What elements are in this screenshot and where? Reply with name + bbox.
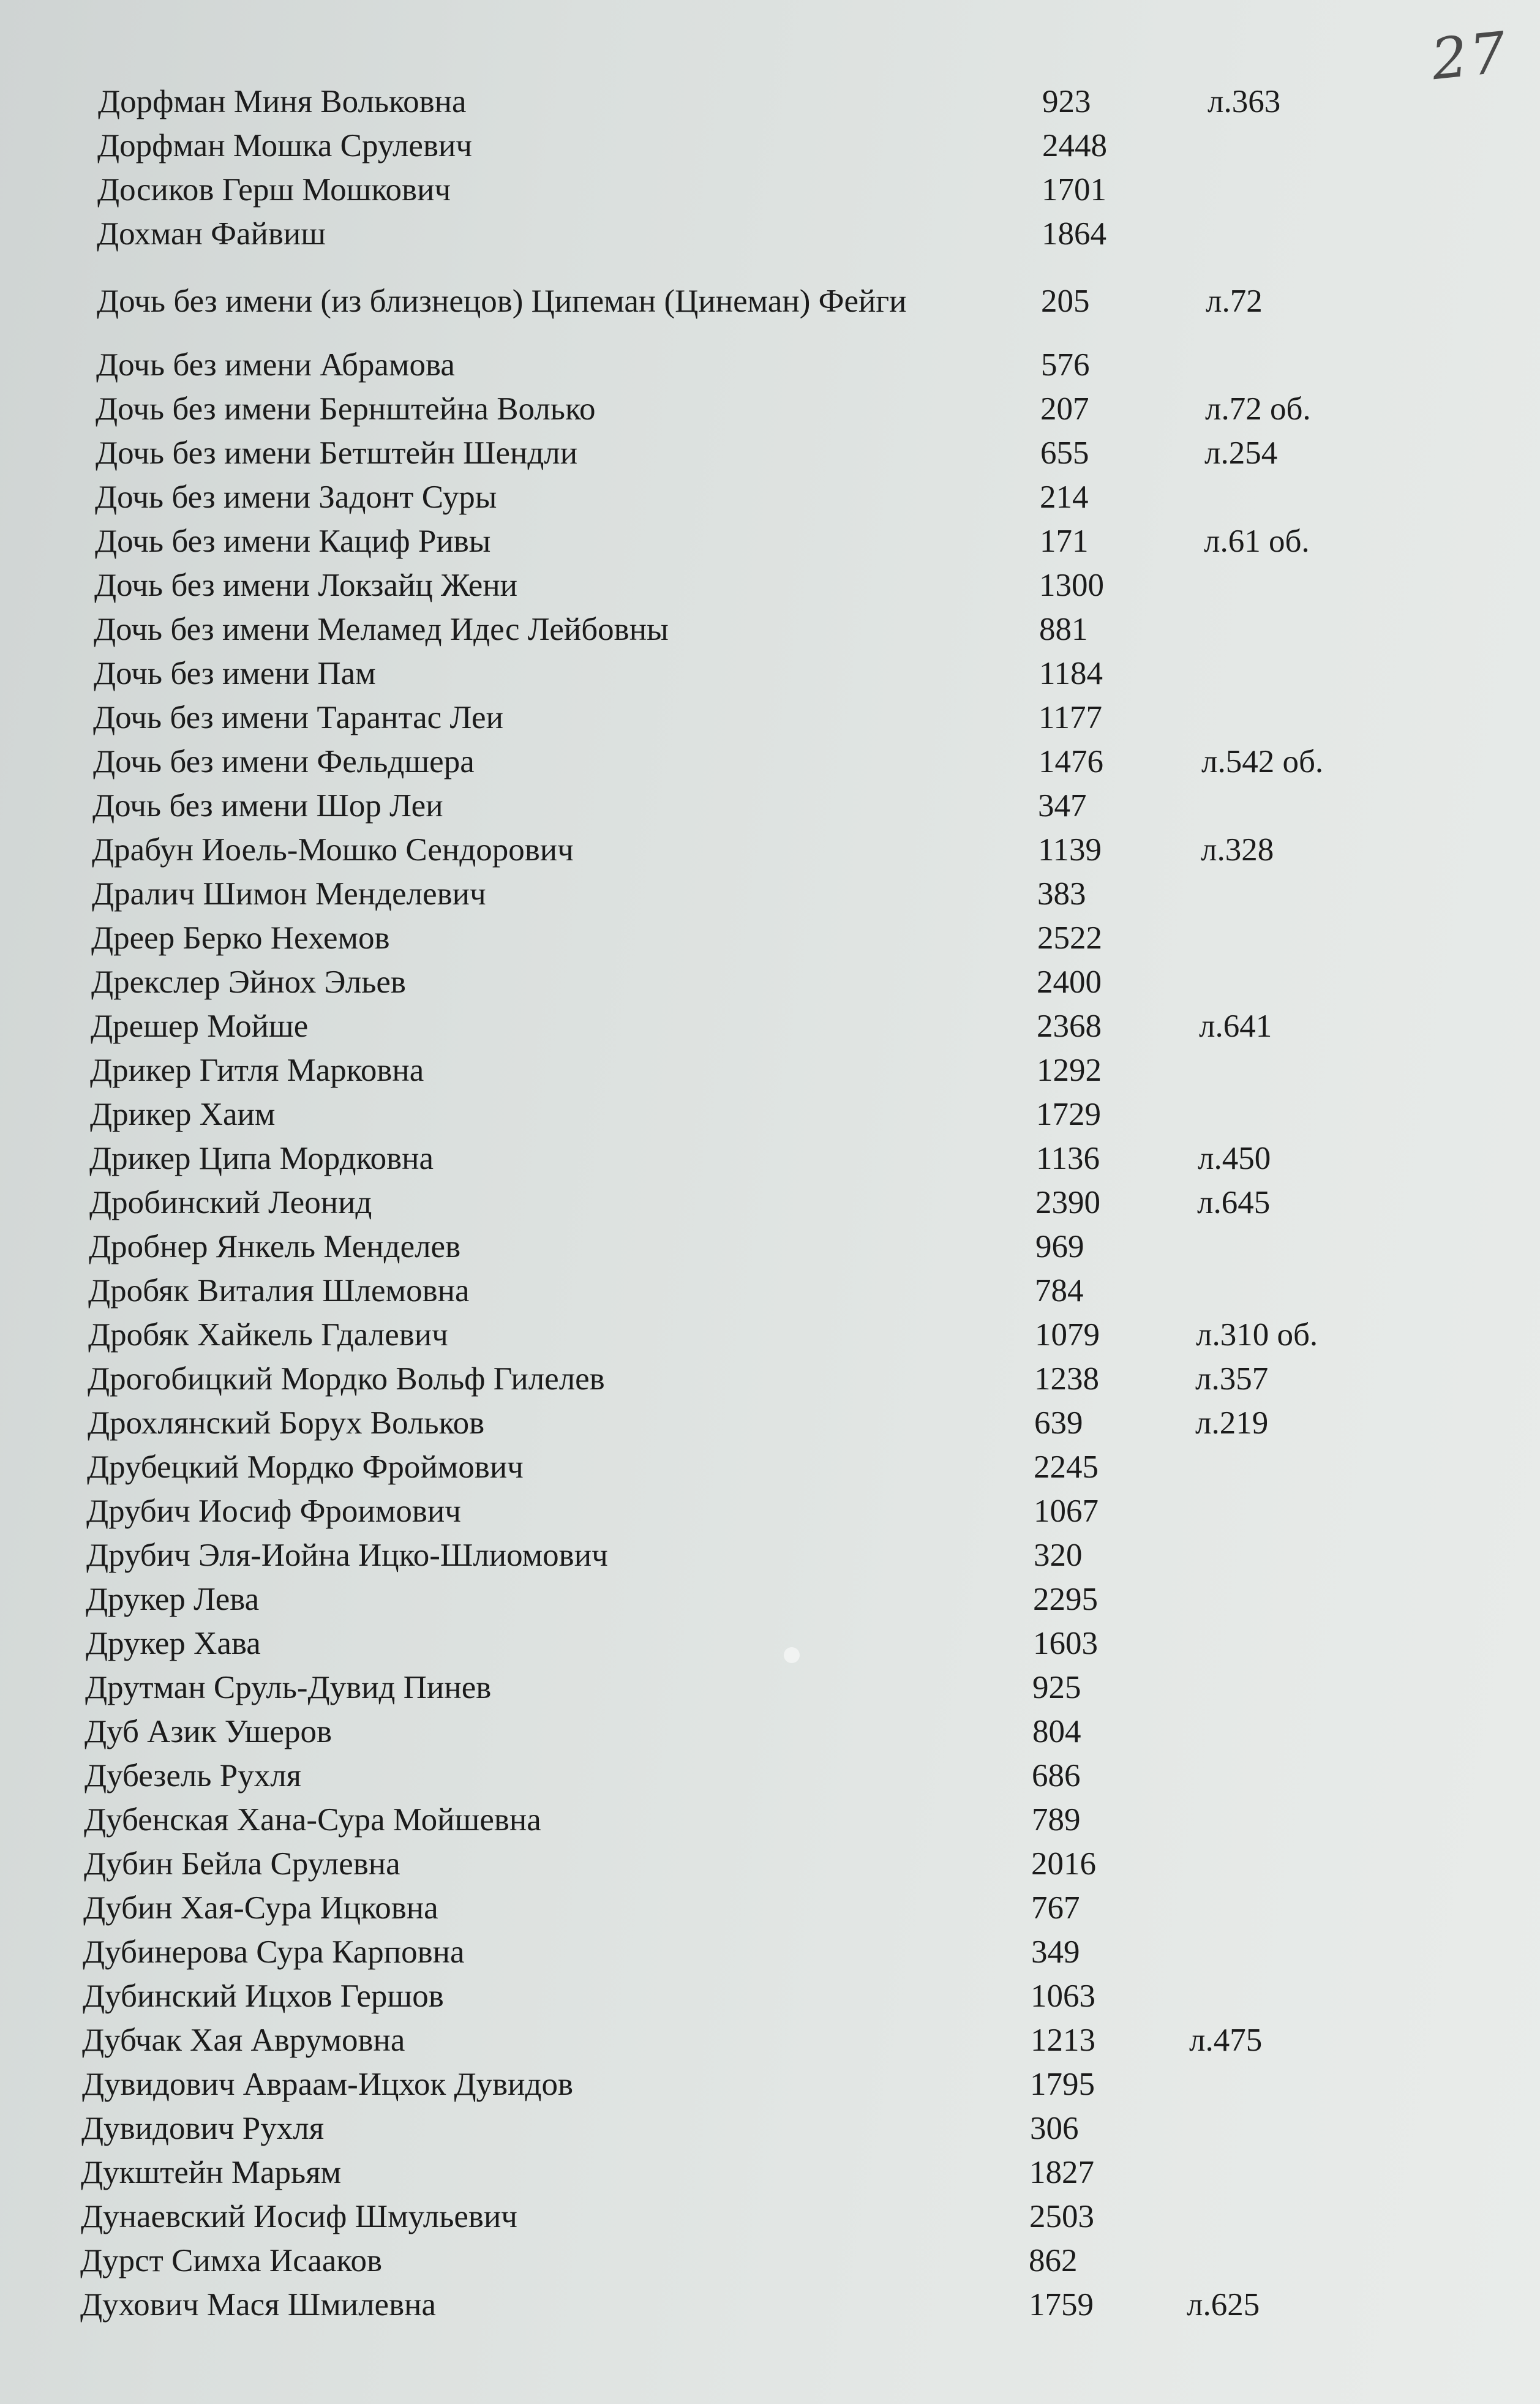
person-name: Досиков Герш Мошкович [97,172,451,208]
list-item [0,1357,1540,1401]
list-item [0,1401,1540,1445]
sheet-reference: л.72 [1206,284,1263,319]
list-item [0,519,1540,563]
person-name: Друкер Хава [86,1626,261,1661]
list-item [0,212,1540,256]
person-name: Дочь без имени Абрамова [96,347,455,383]
person-name: Дубенская Хана-Сура Мойшевна [84,1802,541,1838]
sheet-reference: л.254 [1204,435,1278,471]
person-name: Дочь без имени Локзайц Жени [94,568,518,603]
record-number: 862 [1029,2243,1078,2278]
person-name: Дробинский Леонид [89,1185,372,1220]
person-name: Дубин Бейла Срулевна [84,1846,400,1882]
list-item [0,431,1540,475]
person-name: Дукштейн Марьям [81,2155,342,2190]
sheet-reference: л.61 об. [1204,524,1310,559]
record-number: 639 [1034,1405,1083,1441]
record-number: 1067 [1034,1493,1099,1529]
list-item [0,1533,1540,1577]
person-name: Дрешер Мойше [91,1009,309,1044]
record-number: 784 [1035,1273,1084,1309]
list-item [0,2106,1540,2150]
list-item [0,1269,1540,1313]
person-name: Дохман Файвиш [97,216,326,252]
list-item [0,1181,1540,1225]
sheet-reference: л.625 [1187,2287,1260,2323]
record-number: 205 [1041,284,1090,319]
list-item [0,2018,1540,2062]
list-item [0,1974,1540,2018]
list-item [0,563,1540,607]
record-number: 1079 [1035,1317,1100,1353]
list-item [0,916,1540,960]
record-number: 1213 [1031,2023,1095,2058]
person-name: Дрогобицкий Мордко Вольф Гилелев [88,1361,605,1397]
person-name: Дрохлянский Борух Вольков [88,1405,485,1441]
person-name: Дуб Азик Ушеров [85,1714,332,1749]
list-item [0,80,1540,124]
person-name: Дробяк Виталия Шлемовна [88,1273,470,1309]
list-item [0,960,1540,1004]
list-item [0,168,1540,212]
person-name: Друбич Иосиф Фроимович [86,1493,461,1529]
record-number: 2295 [1033,1582,1098,1617]
person-name: Друбич Эля-Иойна Ицко-Шлиомович [86,1538,608,1573]
person-name: Друтман Сруль-Дувид Пинев [85,1670,492,1705]
record-number: 2400 [1037,964,1102,1000]
record-number: 1759 [1029,2287,1094,2323]
record-number: 2016 [1031,1846,1096,1882]
record-number: 1701 [1042,172,1106,208]
record-number: 1184 [1039,656,1103,691]
record-number: 1292 [1037,1053,1102,1088]
person-name: Дочь без имени Кациф Ривы [95,524,491,559]
person-name: Дралич Шимон Менделевич [92,876,486,912]
person-name: Дрикер Гитля Марковна [90,1053,424,1088]
list-item [0,1621,1540,1666]
person-name: Дочь без имени Пам [94,656,376,691]
person-name: Дубин Хая-Сура Ицковна [83,1890,438,1926]
list-item [0,2283,1540,2327]
record-number: 306 [1030,2111,1079,2146]
list-item [0,1225,1540,1269]
person-name: Дреер Берко Нехемов [91,920,390,956]
list-item [0,1136,1540,1181]
person-name: Дочь без имени Шор Леи [92,788,443,824]
list-item [0,1666,1540,1710]
list-item [0,1754,1540,1798]
record-number: 655 [1040,435,1089,471]
record-number: 881 [1039,612,1088,647]
list-item [0,1930,1540,1974]
list-item [0,1092,1540,1136]
record-number: 1177 [1039,700,1103,735]
list-item [0,2195,1540,2239]
record-number: 1476 [1039,744,1103,779]
record-number: 214 [1040,479,1089,515]
record-number: 1827 [1029,2155,1094,2190]
list-item [0,1445,1540,1489]
record-number: 2245 [1034,1449,1099,1485]
record-number: 320 [1034,1538,1083,1573]
sheet-reference: л.219 [1195,1405,1269,1441]
person-name: Дрикер Хаим [90,1097,276,1132]
list-item [0,1798,1540,1842]
sheet-reference: л.450 [1198,1141,1271,1176]
person-name: Дунаевский Иосиф Шмульевич [81,2199,517,2234]
list-item [0,1710,1540,1754]
record-number: 347 [1038,788,1087,824]
person-name: Дорфман Мошка Срулевич [97,128,472,163]
list-item [0,1048,1540,1092]
record-number: 2503 [1029,2199,1094,2234]
record-number: 1238 [1034,1361,1099,1397]
sheet-reference: л.645 [1197,1185,1271,1220]
person-name: Дубчак Хая Аврумовна [82,2023,405,2058]
person-name: Дубезель Рухля [85,1758,302,1794]
sheet-reference: л.641 [1199,1009,1272,1044]
record-number: 349 [1031,1934,1080,1970]
list-item [0,343,1540,387]
person-name: Дубинский Ицхов Гершов [83,1978,444,2014]
list-item [0,2062,1540,2106]
list-item [0,124,1540,168]
record-number: 1864 [1042,216,1106,252]
record-number: 1729 [1036,1097,1101,1132]
person-name: Драбун Иоель-Мошко Сендорович [92,832,574,868]
person-name: Дробнер Янкель Менделев [89,1229,461,1264]
list-item [0,1577,1540,1621]
person-name: Дувидович Рухля [81,2111,325,2146]
person-name: Дубинерова Сура Карповна [83,1934,465,1970]
person-name: Дорфман Миня Вольковна [98,84,467,119]
sheet-reference: л.363 [1208,84,1281,119]
list-item [0,872,1540,916]
list-item [0,1842,1540,1886]
record-number: 576 [1041,347,1090,383]
record-number: 2368 [1037,1009,1102,1044]
person-name: Дочь без имени Бернштейна Волько [96,391,596,427]
record-number: 1139 [1038,832,1102,868]
list-item [0,475,1540,519]
paper-speck [784,1647,800,1663]
person-name: Дрикер Ципа Мордковна [89,1141,434,1176]
list-item [0,784,1540,828]
person-name: Дочь без имени Бетштейн Шендли [96,435,578,471]
person-name: Дробяк Хайкель Гдалевич [88,1317,448,1353]
person-name: Дочь без имени Меламед Идес Лейбовны [94,612,669,647]
person-name: Дрекслер Эйнох Эльев [91,964,406,1000]
person-name: Дочь без имени Тарантас Леи [93,700,503,735]
person-name: Дочь без имени (из близнецов) Ципеман (Цинеман) Фейги [97,284,907,319]
list-item [0,1489,1540,1533]
list-item [0,696,1540,740]
person-name: Дурст Симха Исааков [80,2243,382,2278]
person-name: Духович Мася Шмилевна [80,2287,436,2323]
record-number: 789 [1032,1802,1081,1838]
sheet-reference: л.72 об. [1205,391,1311,427]
list-item [0,2239,1540,2283]
record-number: 686 [1032,1758,1081,1794]
person-name: Друкер Лева [86,1582,260,1617]
sheet-reference: л.475 [1189,2023,1263,2058]
list-item [0,1313,1540,1357]
sheet-reference: л.357 [1195,1361,1269,1397]
list-item [0,652,1540,696]
list-item [0,2150,1540,2195]
record-number: 925 [1032,1670,1081,1705]
record-number: 2522 [1037,920,1102,956]
record-number: 969 [1035,1229,1084,1264]
list-item [0,387,1540,431]
record-number: 2390 [1035,1185,1100,1220]
person-name: Дочь без имени Фельдшера [93,744,475,779]
list-item [0,1004,1540,1048]
list-item [0,607,1540,652]
list-item [0,828,1540,872]
record-number: 171 [1040,524,1089,559]
page-number: 27 [1428,19,1512,93]
list-item [0,1886,1540,1930]
record-number: 1603 [1033,1626,1098,1661]
record-number: 1300 [1039,568,1104,603]
record-number: 1795 [1030,2067,1095,2102]
record-number: 1063 [1031,1978,1095,2014]
record-number: 767 [1031,1890,1080,1926]
sheet-reference: л.542 об. [1201,744,1324,779]
record-number: 2448 [1042,128,1107,163]
sheet-reference: л.328 [1201,832,1274,868]
person-name: Дувидович Авраам-Ицхок Дувидов [82,2067,573,2102]
record-number: 923 [1042,84,1091,119]
record-number: 804 [1032,1714,1081,1749]
person-name: Дочь без имени Задонт Суры [95,479,497,515]
record-number: 383 [1037,876,1086,912]
list-item [0,740,1540,784]
sheet-reference: л.310 об. [1196,1317,1318,1353]
record-number: 1136 [1036,1141,1100,1176]
person-name: Друбецкий Мордко Фроймович [87,1449,524,1485]
list-item [0,279,1540,323]
record-number: 207 [1040,391,1089,427]
